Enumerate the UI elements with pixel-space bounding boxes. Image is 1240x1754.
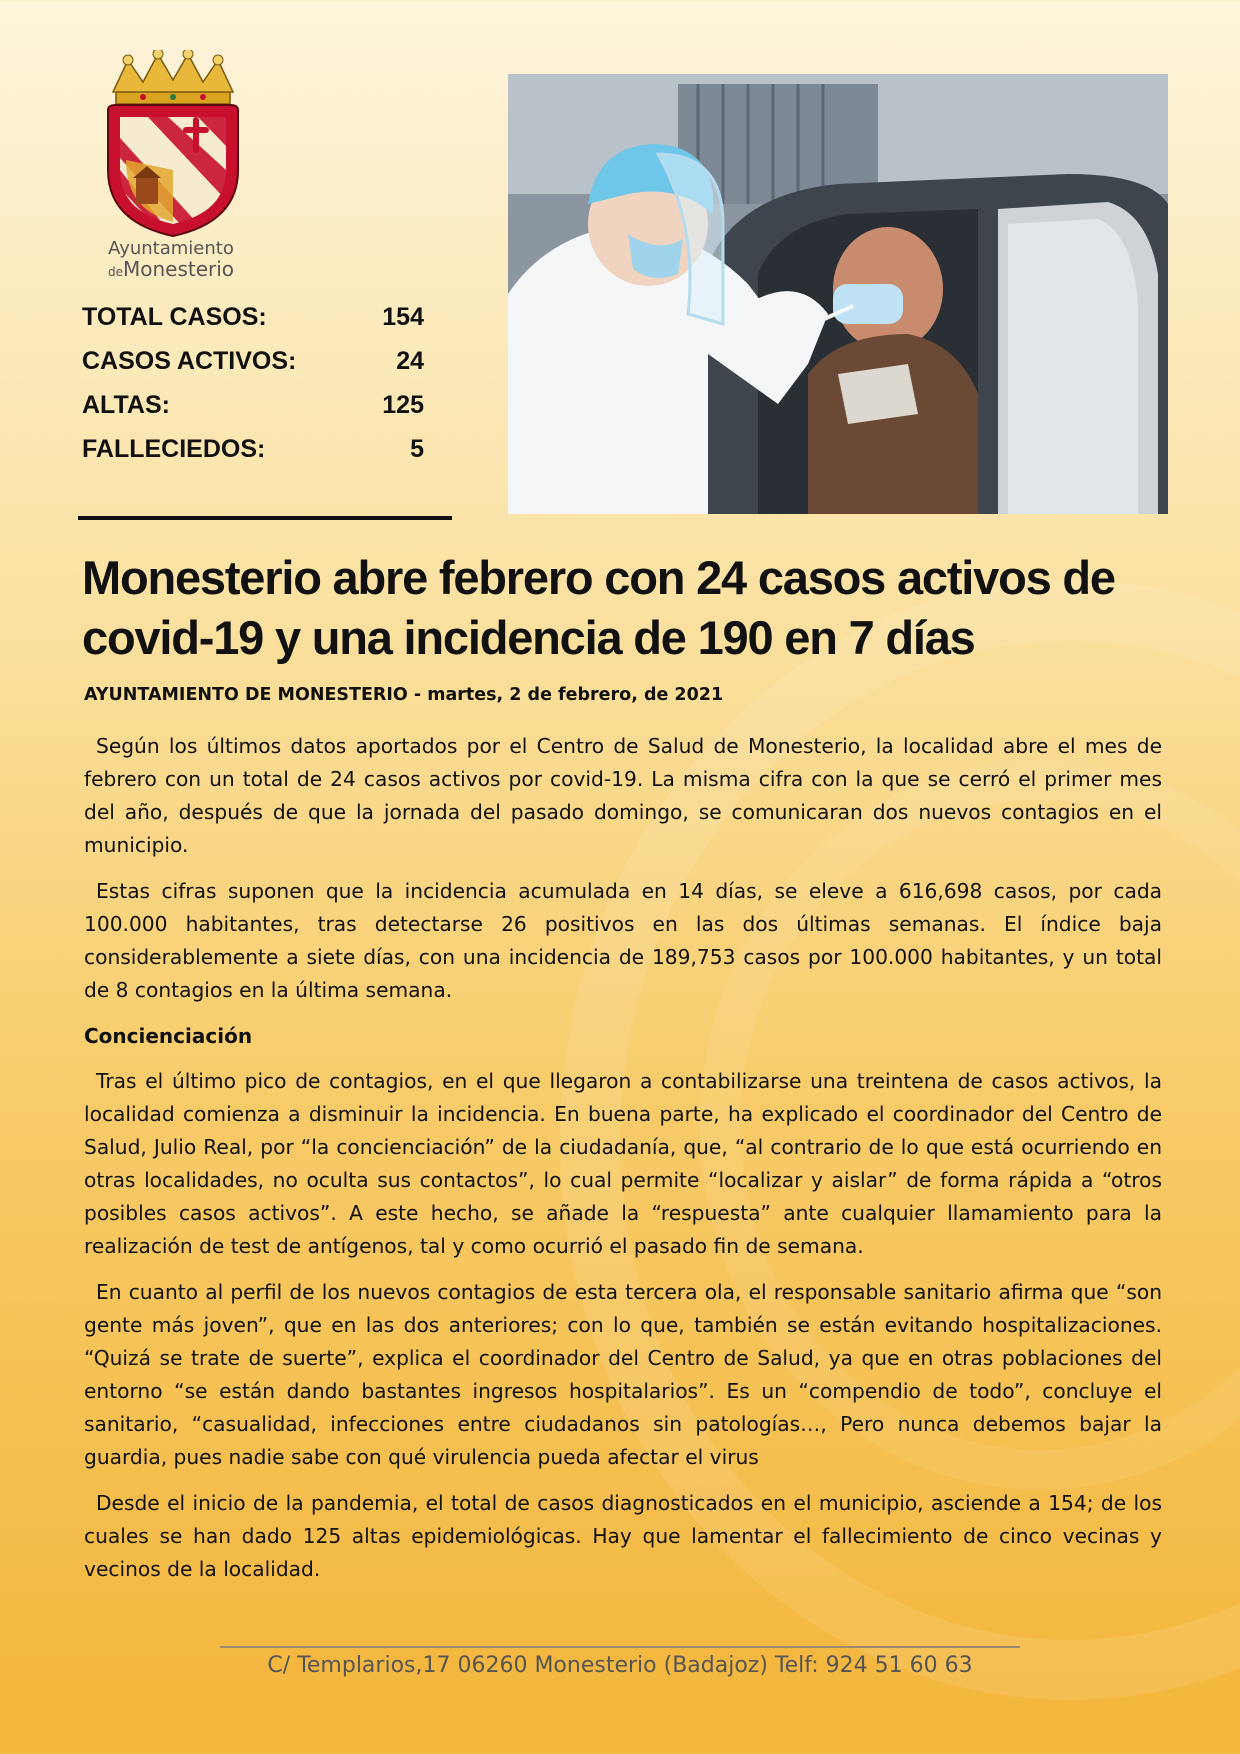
logo-caption-town: Monesterio <box>122 256 235 281</box>
stat-label: TOTAL CASOS: <box>82 303 267 331</box>
logo-caption <box>86 240 256 280</box>
article-paragraph-5: Desde el inicio de la pandemia, el total de casos diagnosticados en el municipio, asciende a 154; de los cuales se han dado 125 altas epidemiológicas. Hay que lamentar el fallecimiento de cinco vecinas y vecinos de la localidad. <box>84 1491 1162 1581</box>
stat-label: ALTAS: <box>82 391 170 419</box>
section-divider <box>78 516 452 520</box>
article-paragraph-3: Tras el último pico de contagios, en el que llegaron a contabilizarse una treintena de casos activos, la localidad comienza a disminuir la incidencia. En buena parte, ha explicado el coordinador del Centro de Salud, Julio Real, por “la concienciación” de la ciudadanía, que, “al contrario de lo que está ocurriendo en otras localidades, no oculta sus contactos”, lo cual permite “localizar y aislar” de forma rápida a “otros posibles casos activos”. A este hecho, se añade la “respuesta” ante cualquier llamamiento para la realización de test de antígenos, tal y como ocurrió el pasado fin de semana. <box>84 1069 1162 1258</box>
stat-value: 125 <box>382 391 424 419</box>
article-byline: AYUNTAMIENTO DE MONESTERIO - martes, 2 de febrero, de 2021 <box>84 685 724 705</box>
logo-caption-line2 <box>86 256 256 281</box>
logo-caption-line1: Ayuntamiento <box>108 238 234 259</box>
stat-label: CASOS ACTIVOS: <box>82 347 297 375</box>
article-paragraph-4: En cuanto al perfil de los nuevos contagios de esta tercera ola, el responsable sanitario afirma que “son gente más joven”, que en las dos anteriores; con lo que, también se están evitando hospitalizaciones. “Quizá se trate de suerte”, explica el coordinador del Centro de Salud, ya que en otras poblaciones del entorno “se están dando bastantes ingresos hospitalarios”. Es un “compendio de todo”, concluye el sanitario, “casualidad, infecciones entre ciudadanos sin patologías…, Pero nunca debemos bajar la guardia, pues nadie sabe con qué virulencia pueda afectar el virus <box>84 1280 1162 1469</box>
shield-icon <box>108 105 238 236</box>
crown-icon <box>113 50 233 104</box>
stat-value: 154 <box>382 303 424 331</box>
stat-label: FALLECIEDOS: <box>82 435 266 463</box>
stat-row-discharges <box>82 391 424 435</box>
stat-row-active <box>82 347 424 391</box>
article-subheading: Concienciación <box>84 1024 253 1048</box>
stat-value: 5 <box>410 435 424 463</box>
article-paragraph-2: Estas cifras suponen que la incidencia acumulada en 14 días, se eleve a 616,698 casos, por cada 100.000 habitantes, tras detectarse 26 positivos en las dos últimas semanas. El índice baja considerablemente a siete días, con una incidencia de 189,753 casos por 100.000 habitantes, y un total de 8 contagios en la última semana. <box>84 879 1162 1002</box>
article-headline: Monesterio abre febrero con 24 casos activos de covid-19 y una incidencia de 190 en 7 días <box>82 551 1115 664</box>
footer-address: C/ Templarios,17 06260 Monesterio (Badajoz) Telf: 924 51 60 63 <box>267 1653 973 1678</box>
stat-row-deaths <box>82 435 424 479</box>
article-paragraph-1: Según los últimos datos aportados por el Centro de Salud de Monesterio, la localidad abre el mes de febrero con un total de 24 casos activos por covid-19. La misma cifra con la que se cerró el primer mes del año, después de que la jornada del pasado domingo, se comunicaran dos nuevos contagios en el municipio. <box>84 734 1162 857</box>
stat-row-total <box>82 303 424 347</box>
footer-divider <box>220 1646 1020 1648</box>
covid-stats-table <box>82 303 424 479</box>
covid-test-photo <box>508 74 1168 514</box>
article-body <box>84 730 1162 1599</box>
logo-caption-prefix: de <box>107 264 123 279</box>
stat-value: 24 <box>396 347 424 375</box>
